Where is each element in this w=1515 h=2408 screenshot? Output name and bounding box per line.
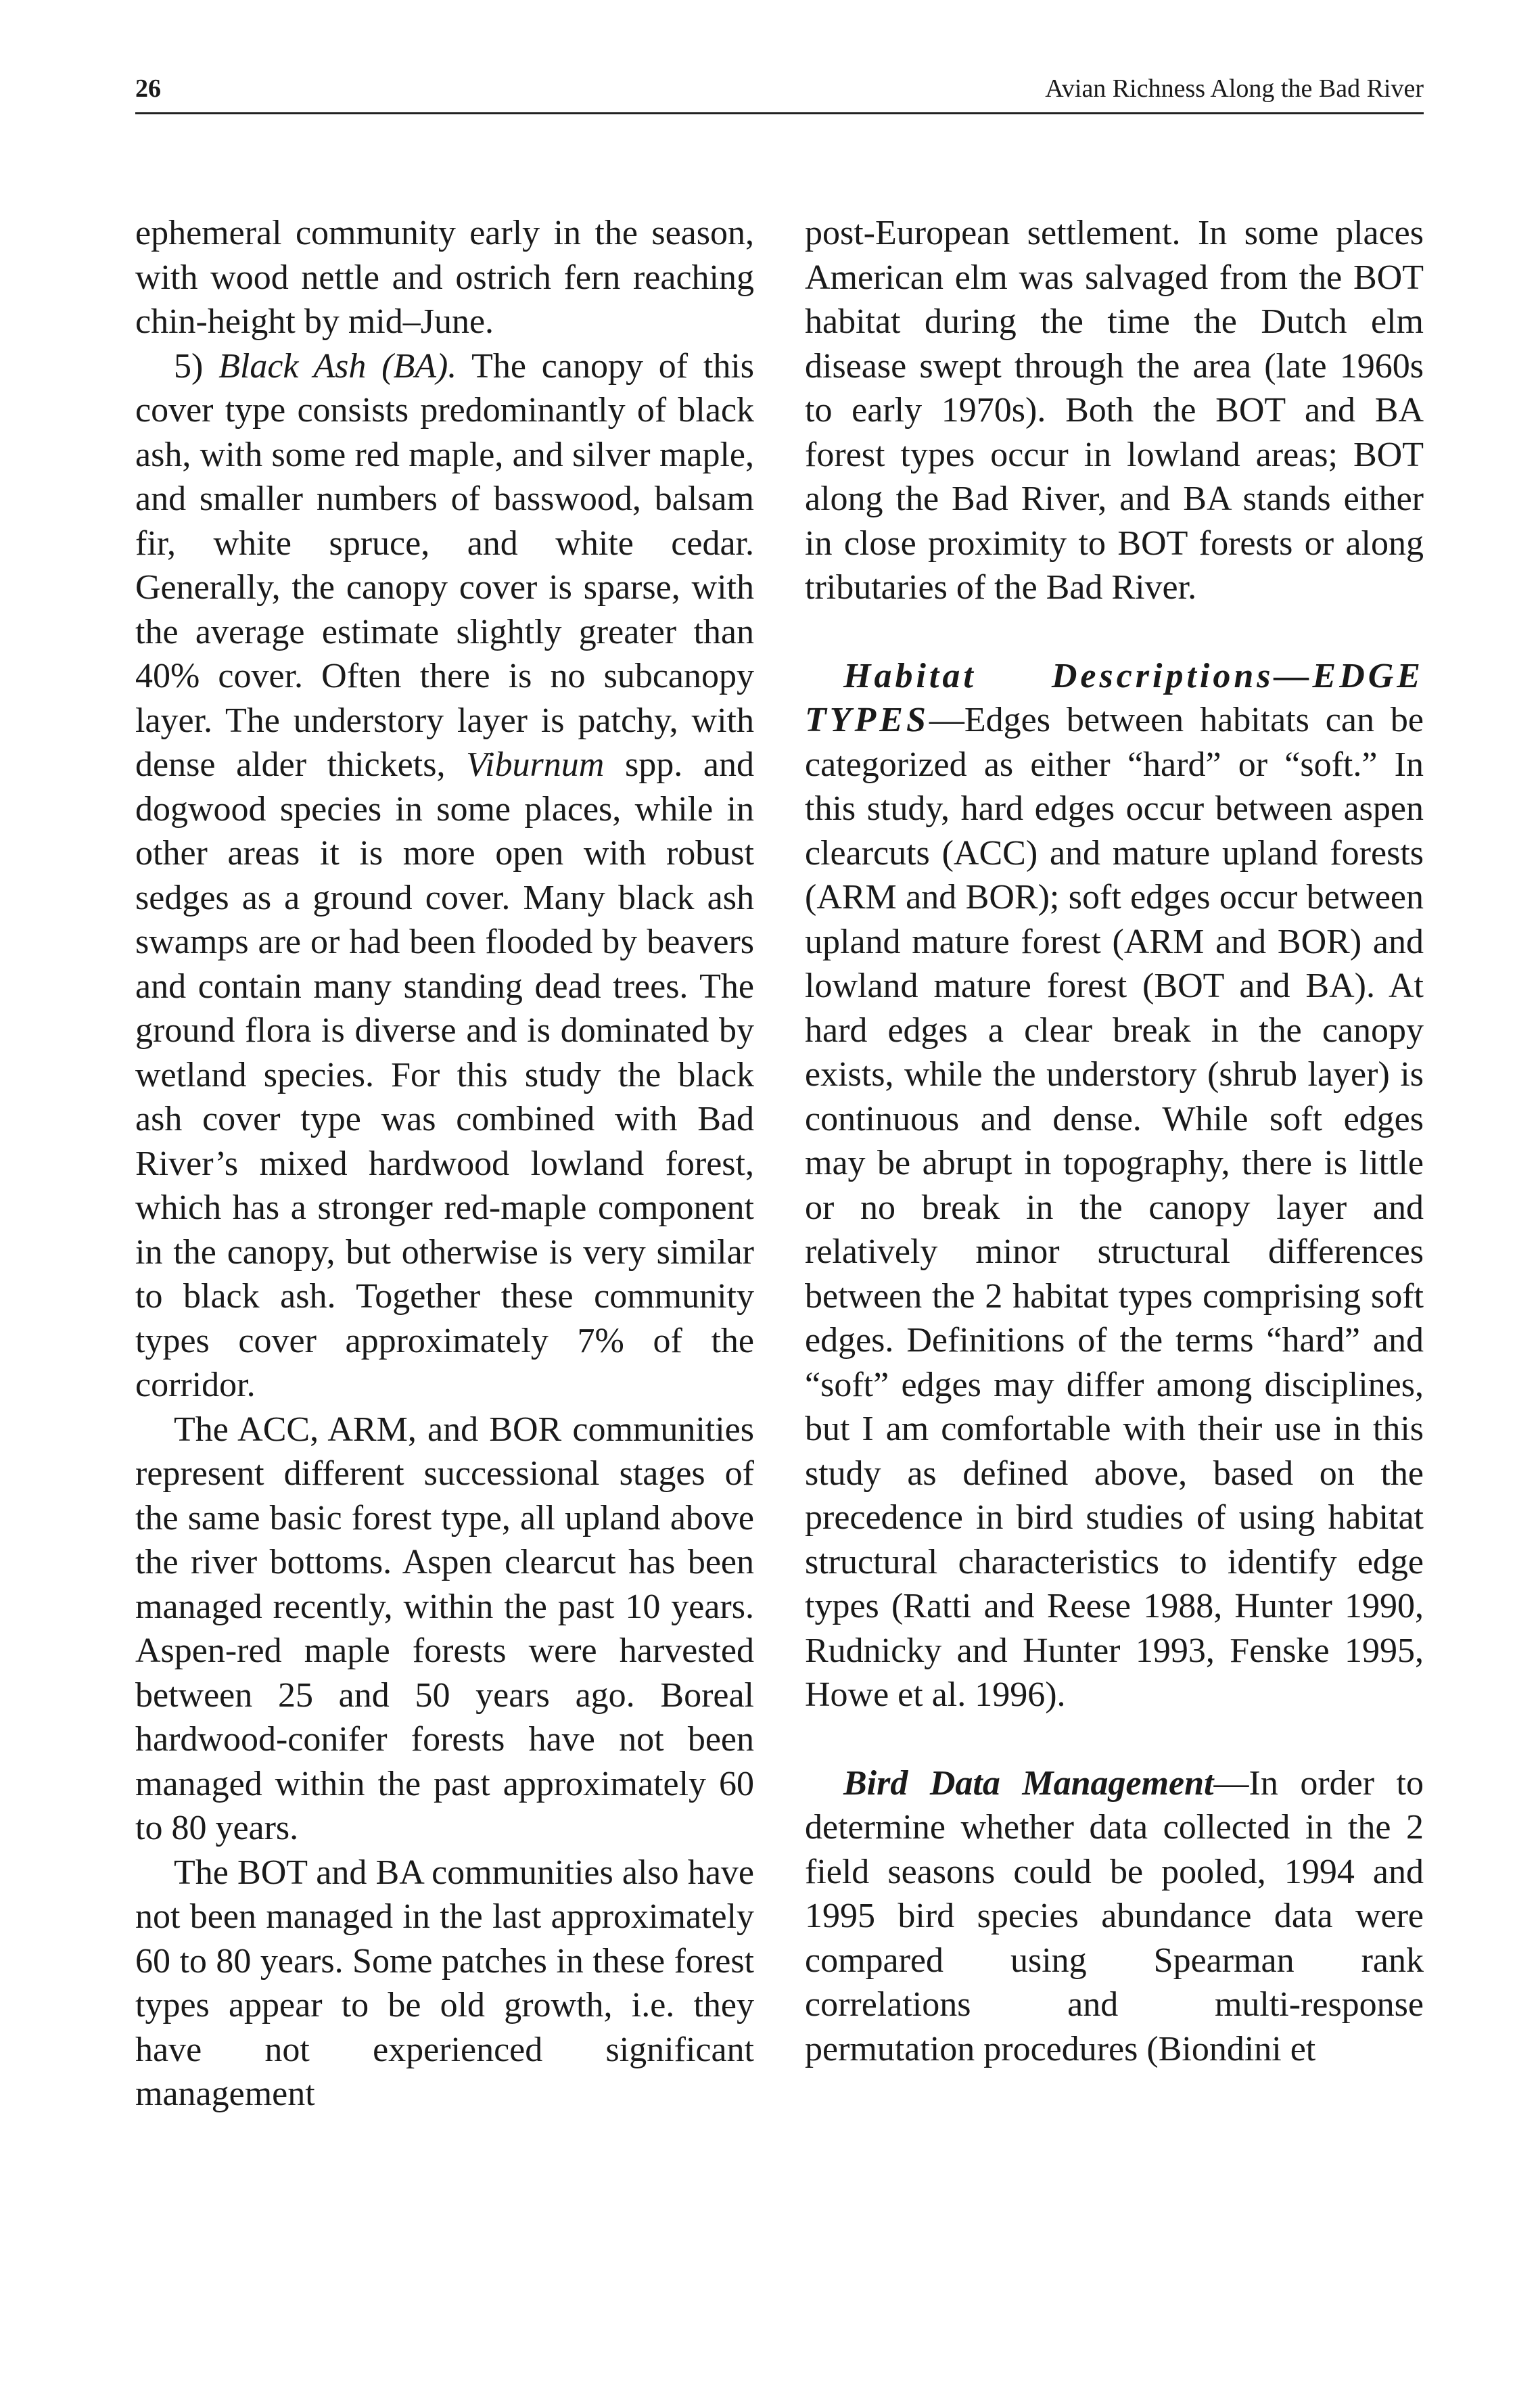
page-number: 26 — [135, 74, 161, 103]
section-heading: Habitat Descriptions—EDGE TYPES — [805, 656, 1424, 739]
running-title: Avian Richness Along the Bad River — [1045, 74, 1424, 103]
paragraph-text: The canopy of this cover type consists predominantly of black ash, with some red maple, and silver maple, and smaller numbers of basswood, balsam fir, white spruce, and white cedar. Generally, the canopy cover is sparse, with the average estimate slightly greater than 40% cover. Often there is no subcanopy layer. The understory layer is patchy, with dense alder thickets, — [135, 346, 755, 784]
paragraph-text: spp. and dogwood species in some places, while in other areas it is more open with robust sedges as a ground cover. Many black ash swamps are or had been flooded by beavers and contain many standing dead trees. The ground flora is diverse and is dominated by wetland species. For this study the black ash cover type was combined with Bad River’s mixed hardwood lowland forest, which has a stronger red-maple component in the canopy, but otherwise is very similar to black ash. Together these community types cover approximately 7% of the corridor. — [135, 745, 754, 1404]
paragraph-lowland-communities: The BOT and BA communities also have not been managed in the last approximately 60 to 80 years. Some patches in these forest types appear to be old growth, i.e. they have not experienced significant management — [135, 1853, 754, 2113]
section-edge-types — [805, 654, 1424, 1717]
section-heading: Bird Data Management — [843, 1763, 1214, 1803]
section-text: —Edges between habitats can be categorized as either “hard” or “soft.” In this study, hard edges occur between aspen clearcuts (ACC) and mature upland forests (ARM and BOR); soft edges occur between upland mature forest (ARM and BOR) and lowland mature forest (BOT and BA). At hard edges a clear break in the canopy exists, while the understory (shrub layer) is continuous and dense. While soft edges may be abrupt in topography, there is little or no break in the canopy layer and relatively minor structural differences between the 2 habitat types comprising soft edges. Definitions of the terms “hard” and “soft” edges may differ among disciplines, but I am comfortable with their use in this study as defined above, based on the precedence in bird studies of using habitat structural characteristics to identify edge types (Ratti and Reese 1988, Hunter 1990, Rudnicky and Hunter 1993, Fenske 1995, Howe et al. 1996). — [805, 701, 1424, 1714]
list-number: 5) — [174, 346, 219, 386]
left-column — [135, 211, 754, 2116]
right-column — [805, 211, 1424, 2071]
cover-type-term: Black Ash (BA). — [218, 346, 457, 386]
section-bird-data-management — [805, 1761, 1424, 2072]
paragraph-black-ash — [135, 344, 754, 1408]
genus-name: Viburnum — [466, 745, 605, 784]
paragraph-continued: post-European settlement. In some places American elm was salvaged from the BOT habitat during the time the Dutch elm disease swept through the area (late 1960s to early 1970s). Both the BOT and BA forest types occur in lowland areas; BOT along the Bad River, and BA stands either in close proximity to BOT forests or along tributaries of the Bad River. — [805, 214, 1424, 607]
paragraph-continued: ephemeral community early in the season, with wood nettle and ostrich fern reaching chin-height by mid–June. — [135, 214, 754, 341]
section-text: —In order to determine whether data collected in the 2 field seasons could be pooled, 1994 and 1995 bird species abundance data were compared using Spearman rank correlations and multi-response permutation procedures (Biondini et — [805, 1763, 1424, 2068]
running-header — [135, 65, 1424, 114]
paragraph-upland-communities: The ACC, ARM, and BOR communities represent different successional stages of the same basic forest type, all upland above the river bottoms. Aspen clearcut has been managed recently, within the past 10 years. Aspen-red maple forests were harvested between 25 and 50 years ago. Boreal hardwood-conifer forests have not been managed within the past approximately 60 to 80 years. — [135, 1410, 754, 1847]
